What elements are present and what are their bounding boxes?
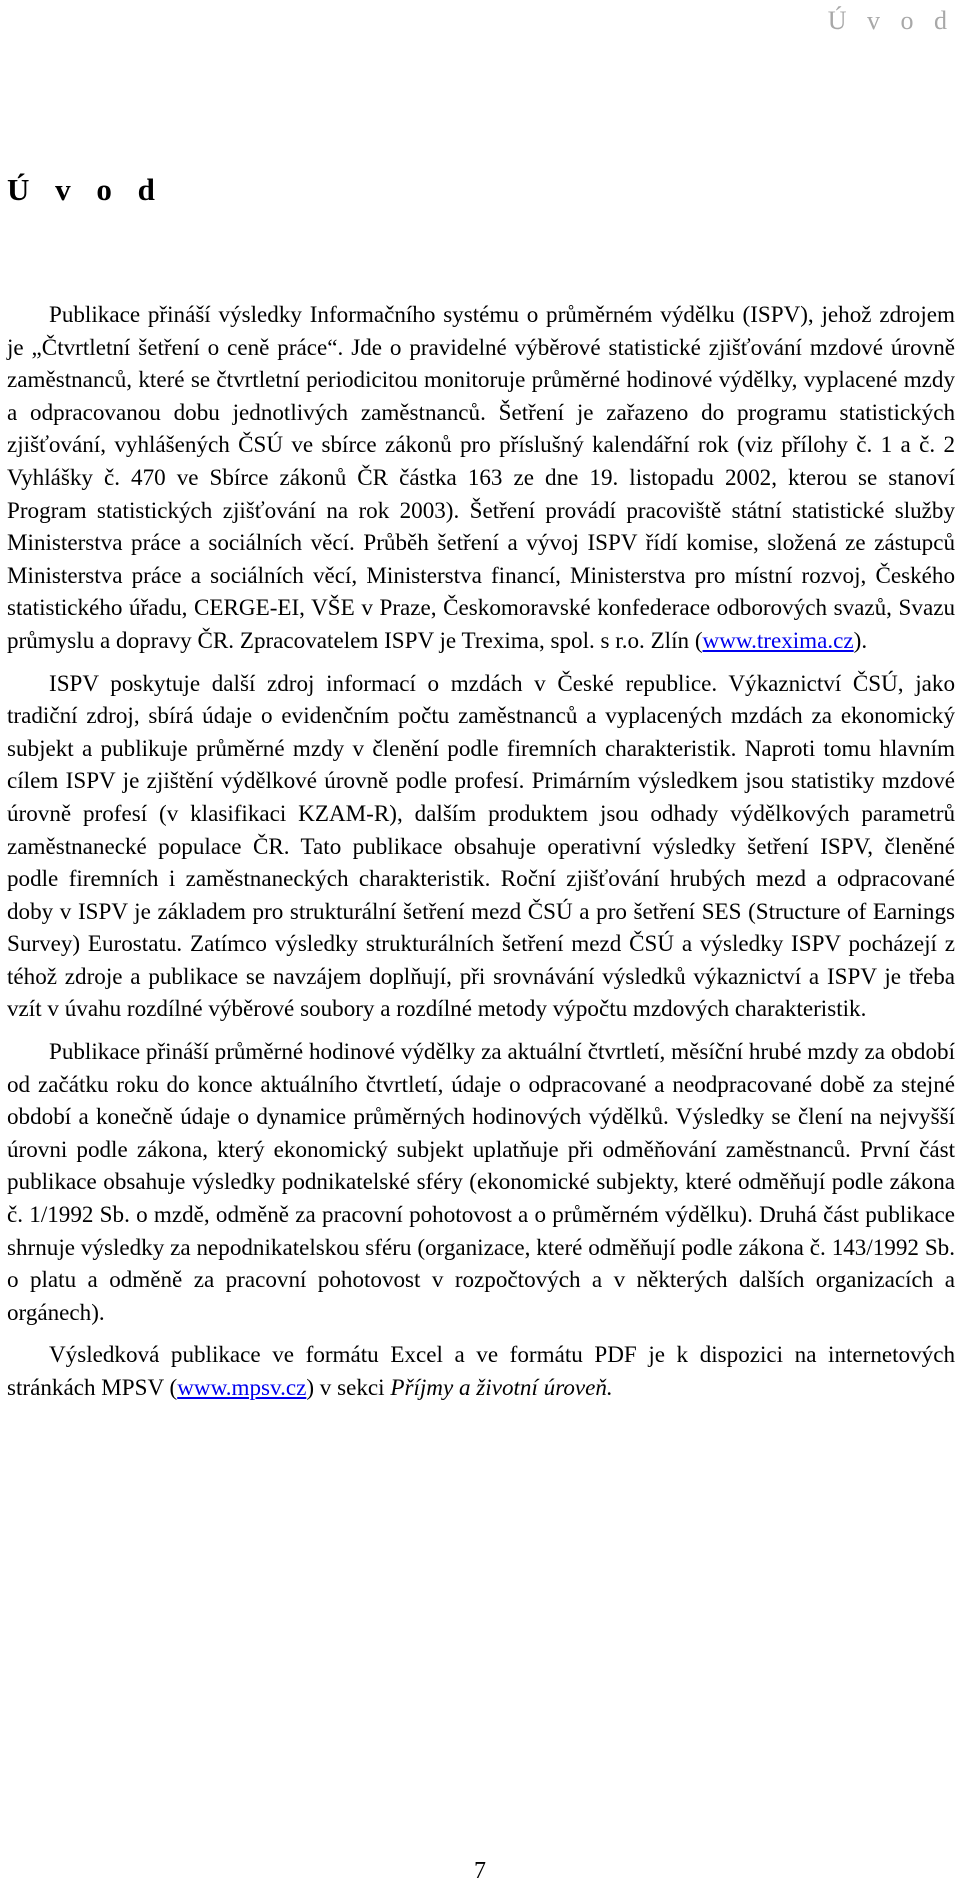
section-name: Příjmy a životní úroveň.	[390, 1374, 613, 1400]
paragraph-text: ISPV poskytuje další zdroj informací o mzdách v České republice. Výkaznictví ČSÚ, jako tradiční zdroj, sbírá údaje o evidenčním počtu zaměstnanců a vyplacených mzdách za ekonomický subjekt a publikuje průměrné mzdy v členění podle firemních charakteristik. Naproti tomu hlavním cílem ISPV je zjištění výdělkové úrovně podle profesí. Primárním výsledkem jsou statistiky mzdové úrovně profesí (v klasifikaci KZAM-R), dalším produktem jsou odhady výdělkových parametrů zaměstnanecké populace ČR. Tato publikace obsahuje operativní výsledky šetření ISPV, členěné podle firemních i zaměstnaneckých charakteristik. Roční zjišťování hrubých mezd a odpracované doby v ISPV je základem pro strukturální šetření mezd ČSÚ a pro šetření SES (Structure of Earnings Survey) Eurostatu. Zatímco výsledky strukturálních šetření mezd ČSÚ a výsledky ISPV pocházejí z téhož zdroje a publikace se navzájem doplňují, při srovnávání výsledků výkaznictví a ISPV je třeba vzít v úvahu rozdílné výběrové soubory a rozdílné metody výpočtu mzdových charakteristik.	[7, 669, 955, 1022]
paragraph-text: Publikace přináší průměrné hodinové výdělky za aktuální čtvrtletí, měsíční hrubé mzdy za období od začátku roku do konce aktuálního čtvrtletí, údaje o odpracované a neodpracované době za stejné období a konečně údaje o dynamice průměrných hodinových výdělků. Výsledky se člení na nejvyšší úrovni podle zákona, který ekonomický subjekt uplatňuje při odměňování zaměstnanců. První část publikace obsahuje výsledky podnikatelské sféry (ekonomické subjekty, které odměňují podle zákona č. 1/1992 Sb. o mzdě, odměně za pracovní pohotovost a o průměrném výdělku). Druhá část publikace shrnuje výsledky za nepodnikatelskou sféru (organizace, které odměňují podle zákona č. 143/1992 Sb. o platu a odměně za pracovní pohotovost v rozpočtových a v některých dalších organizacích a orgánech).	[7, 1038, 955, 1325]
document-body	[7, 298, 955, 1404]
trexima-link[interactable]: www.trexima.cz	[702, 626, 854, 653]
paragraph-text: ) v sekci	[306, 1374, 391, 1400]
paragraph-intro	[7, 298, 955, 657]
paragraph-text: Výsledková publikace ve formátu Excel a ve formátu PDF je k dispozici na internetových stránkách MPSV (	[7, 1341, 955, 1400]
paragraph-text: Publikace přináší výsledky Informačního systému o průměrném výdělku (ISPV), jehož zdrojem je „Čtvrtletní šetření o ceně práce“. Jde o pravidelné výběrové statistické zjišťování mzdové úrovně zaměstnanců, které se čtvrtletní periodicitou monitoruje průměrné hodinové výdělky, vyplacené mzdy a odpracovanou dobu jednotlivých zaměstnanců. Šetření je zařazeno do programu statistických zjišťování, vyhlášených ČSÚ ve sbírce zákonů pro příslušný kalendářní rok (viz přílohy č. 1 a č. 2 Vyhlášky č. 470 ve Sbírce zákonů ČR částka 163 ze dne 19. listopadu 2002, kterou se stanoví Program statistických zjišťování na rok 2003). Šetření provádí pracoviště státní statistické služby Ministerstva práce a sociálních věcí. Průběh šetření a vývoj ISPV řídí komise, složená ze zástupců Ministerstva práce a sociálních věcí, Ministerstva financí, Ministerstva pro místní rozvoj, Českého statistického úřadu, CERGE-EI, VŠE v Praze, Českomoravské konfederace odborových svazů, Svazu průmyslu a dopravy ČR. Zpracovatelem ISPV je Trexima, spol. s r.o. Zlín (	[7, 301, 955, 653]
page-heading: Ú v o d	[7, 172, 164, 207]
paragraph-ispv-sources	[7, 667, 955, 1026]
running-header: Ú v o d	[827, 6, 954, 35]
mpsv-link[interactable]: www.mpsv.cz	[177, 1374, 307, 1400]
page-number: 7	[474, 1858, 486, 1884]
paragraph-text: ).	[853, 626, 868, 653]
paragraph-publication-content	[7, 1035, 955, 1328]
paragraph-availability	[7, 1338, 955, 1403]
